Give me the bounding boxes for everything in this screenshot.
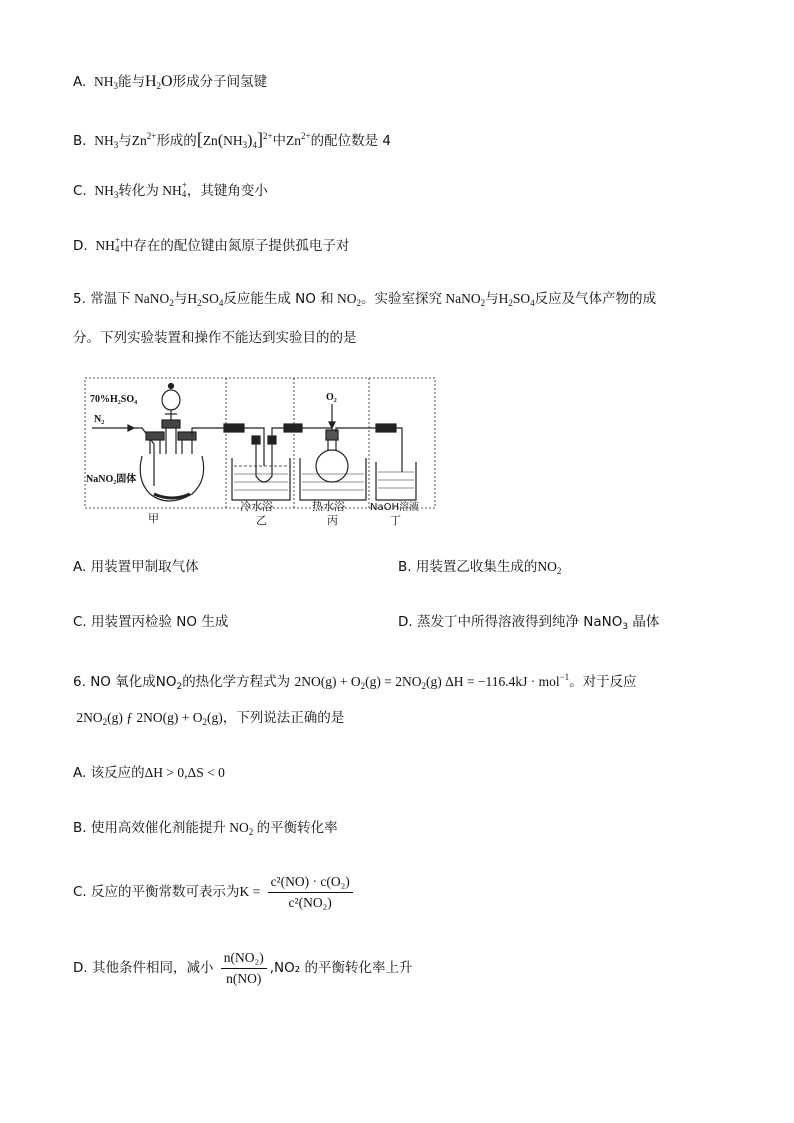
q6-stem-line1: 6. NO 氧化成$NO_2$的热化学方程式为 $2NO(g) + O_2(g) = 2NO_2(g) \Delta H = -116.4kJ \cdot mol^{-1}$。对于反应 (73, 672, 637, 692)
nh3-formula: $NH_3$ (90, 74, 118, 91)
option-label: D. (73, 238, 88, 254)
q5-option-c: C. 用装置丙检验 NO 生成 (73, 614, 229, 630)
option-label: D. (73, 960, 88, 976)
q4-option-a: A. $NH_3$能与$H_2O$形成分子间氢键 (73, 73, 268, 91)
label-yi: 乙 (256, 514, 267, 526)
n2-label: N₂ (94, 414, 105, 425)
option-label: D. (398, 614, 413, 630)
option-label: B. (73, 133, 87, 149)
q6-stem-line2: $2NO_2(g)$ ƒ $2NO(g) + O_2(g)$，下列说法正确的是 (73, 708, 344, 732)
q5-option-d: D. 蒸发丁中所得溶液得到纯净 NaNO$_3$ 晶体 (398, 614, 660, 632)
equilibrium-constant-fraction: $\frac{\text{c²(NO) · c(O₂)}}{\text{c²(NO₂)}}$ (268, 873, 353, 912)
q5-option-a: A. 用装置甲制取气体 (73, 559, 199, 575)
option-label: B. (73, 820, 87, 836)
q6-option-d: D. 其他条件相同，减小 $\frac{\text{n(NO₂)}}{n(NO)}$ ,NO₂ 的平衡转化率上升 (73, 949, 413, 986)
q5-stem-line2: 分。下列实验装置和操作不能达到实验目的的是 (73, 330, 357, 346)
apparatus-figure (84, 376, 438, 526)
label-bing: 丙 (327, 514, 338, 526)
thermo-equation: $2NO(g) + O_2(g) = 2NO_2(g) \Delta H = -116.4kJ \cdot mol^{-1}$ (294, 672, 570, 691)
question-number: 5. (73, 291, 86, 307)
label-jia: 甲 (148, 512, 159, 525)
h2o-formula: $H_2O$ (144, 73, 173, 91)
q4-option-d: D. NH+ 4中存在的配位键由氮原子提供孤电子对 (73, 235, 350, 254)
complex-formula: $[Zn(NH_3)_4]^{2+}$ (196, 129, 273, 150)
q6-option-b: B. 使用高效催化剂能提升 $NO_2$ 的平衡转化率 (73, 820, 338, 837)
label-ding: 丁 (390, 514, 401, 526)
q4-option-b: B. $NH_3$与$Zn^{2+}$形成的$[Zn(NH_3)_4]^{2+}$中$Zn^{2+}$的配位数是 4 (73, 129, 392, 150)
option-label: C. (73, 884, 87, 900)
question-number: 6. (73, 674, 86, 690)
solid-label: NaNO₂固体 (86, 474, 137, 485)
option-label: A. (73, 559, 87, 575)
option-label: C. (73, 183, 87, 199)
q6-option-c: C. 反应的平衡常数可表示为K = $\frac{\text{c²(NO) · c(O₂)}}{\text{c²(NO₂)}}$ (73, 872, 356, 912)
option-label: C. (73, 614, 87, 630)
option-label: B. (398, 559, 412, 575)
naoh-label: NaOH溶液 (370, 502, 419, 513)
q4-option-c: C. $NH_3$转化为 NH+ 4，其键角变小 (73, 180, 268, 200)
acid-label: 70%H₂SO₄ (90, 394, 138, 405)
q6-option-a: A. 该反应的ΔH > 0,ΔS < 0 (73, 765, 225, 781)
option-label: A. (73, 765, 87, 781)
reaction-equation: $2NO_2(g)$ ƒ $2NO(g) + O_2(g)$ (76, 710, 223, 727)
mole-ratio-fraction: $\frac{\text{n(NO₂)}}{n(NO)}$ (221, 949, 267, 988)
cold-bath-label: 冷水浴 (240, 500, 273, 513)
hot-bath-label: 热水浴 (312, 500, 345, 513)
option-label: A. (73, 74, 87, 90)
o2-label: O₂ (326, 392, 337, 403)
q5-stem-line1: 5. 常温下 NaNO$_2$与$H_2SO_4$反应能生成 NO 和 $NO_2$。实验室探究 NaNO$_2$与$H_2SO_4$反应及气体产物的成 (73, 291, 657, 308)
q5-option-b: B. 用装置乙收集生成的$NO_2$ (398, 559, 562, 576)
